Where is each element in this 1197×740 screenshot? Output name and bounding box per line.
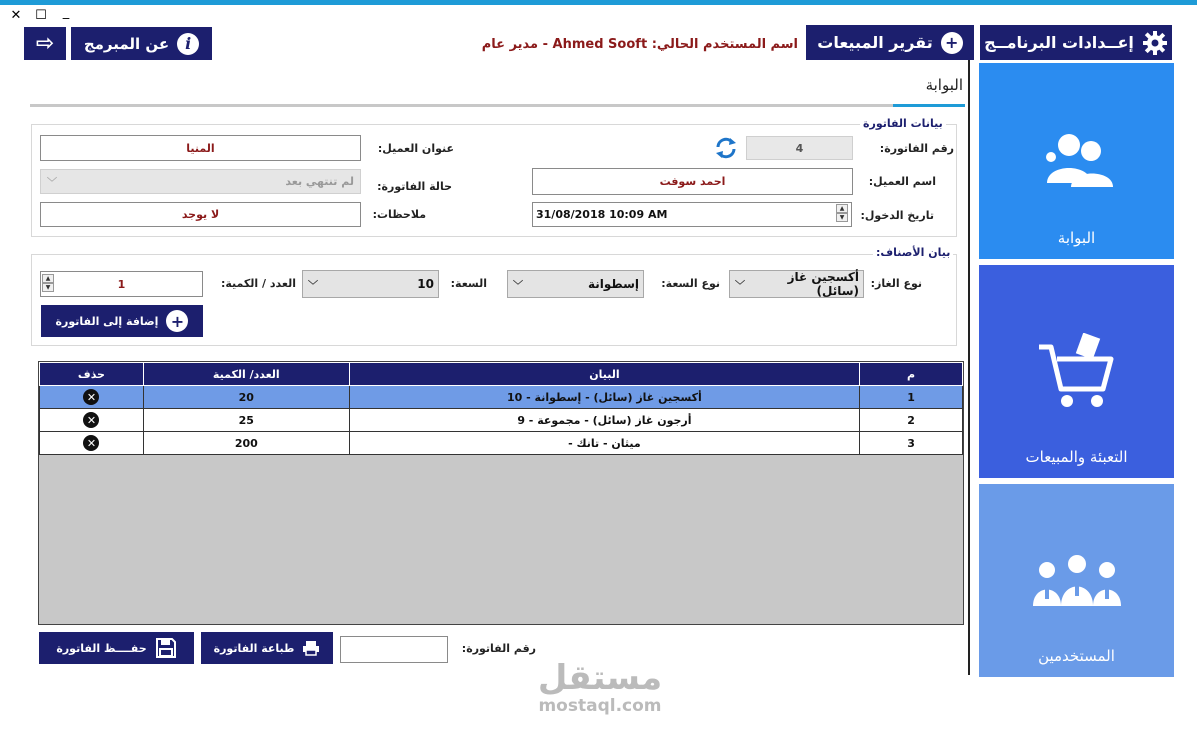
refresh-icon[interactable]: [714, 136, 738, 160]
column-header-delete: حذف: [40, 363, 144, 386]
entry-date-spinner[interactable]: [836, 204, 848, 222]
sales-report-button[interactable]: [806, 25, 974, 60]
plus-circle-icon: +: [941, 32, 963, 54]
printer-icon: [302, 640, 320, 656]
save-invoice-button[interactable]: [39, 632, 194, 664]
delete-row-icon[interactable]: ✕: [83, 412, 99, 428]
row-index: 1: [860, 386, 963, 409]
table-row[interactable]: [40, 409, 963, 432]
current-user-line: [468, 37, 798, 52]
close-window-icon[interactable]: ✕: [10, 8, 22, 23]
tile-portal[interactable]: [979, 63, 1174, 259]
table-row[interactable]: [40, 386, 963, 409]
invoice-status-select: [40, 169, 361, 194]
spinner-down-icon[interactable]: ▼: [42, 283, 54, 292]
tile-filling-sales-label: التعبئة والمبيعات: [1025, 448, 1128, 466]
save-invoice-label: حفــــظ الفاتورة: [56, 641, 147, 655]
invoice-items-grid[interactable]: [38, 361, 964, 625]
column-header-index: م: [860, 363, 963, 386]
entry-date-picker[interactable]: [532, 202, 852, 227]
users-group-icon: [1039, 131, 1119, 191]
row-description: ميثان - تانك -: [349, 432, 859, 455]
quantity-spinner[interactable]: [42, 274, 54, 292]
tile-users[interactable]: [979, 484, 1174, 677]
row-description: أرجون غاز (سائل) - مجموعة - 9: [349, 409, 859, 432]
chevron-down-icon: ﹀: [47, 178, 57, 189]
settings-button[interactable]: [980, 25, 1172, 60]
chevron-down-icon: ﹀: [308, 280, 318, 292]
invoice-status-value: لم تنتهي بعد: [285, 175, 354, 188]
about-programmer-button[interactable]: [71, 27, 212, 60]
settings-label: إعــدادات البرنامــج: [984, 33, 1134, 52]
quantity-label: العدد / الكمية:: [220, 277, 296, 290]
add-to-invoice-button[interactable]: [41, 305, 203, 337]
invoice-items-table: [39, 362, 963, 455]
capacity-select[interactable]: [302, 270, 439, 298]
row-quantity: 20: [143, 386, 349, 409]
notes-label: ملاحظات:: [372, 208, 426, 221]
row-quantity: 25: [143, 409, 349, 432]
sales-report-label: تقرير المبيعات: [817, 33, 933, 52]
gas-type-label: نوع الغاز:: [870, 277, 922, 290]
row-index: 3: [860, 432, 963, 455]
chevron-down-icon: ﹀: [513, 280, 523, 292]
invoice-status-label: حالة الفاتورة:: [377, 180, 452, 193]
title-underline: [30, 104, 965, 107]
column-header-description: البيان: [349, 363, 859, 386]
tile-users-label: المستخدمين: [1038, 647, 1115, 665]
row-delete-cell: [40, 432, 144, 455]
current-user-prefix: اسم المستخدم الحالي:: [651, 37, 798, 52]
table-row[interactable]: [40, 432, 963, 455]
current-user-name: Ahmed Sooft: [552, 37, 648, 52]
print-invoice-label: طباعة الفاتورة: [213, 641, 295, 655]
exit-icon: ⇨: [35, 31, 55, 56]
shopping-cart-icon: [1037, 333, 1117, 413]
info-icon: i: [177, 33, 199, 55]
notes-field[interactable]: لا يوجد: [40, 202, 361, 227]
invoice-number-label: رقم الفاتورة:: [879, 142, 954, 155]
delete-row-icon[interactable]: ✕: [83, 435, 99, 451]
content-divider: [968, 60, 970, 675]
spinner-down-icon[interactable]: ▼: [836, 213, 848, 222]
capacity-type-value: إسطوانة: [587, 277, 639, 291]
exit-button[interactable]: [24, 27, 66, 60]
spinner-up-icon[interactable]: ▲: [836, 204, 848, 213]
chevron-down-icon: ﹀: [735, 280, 745, 292]
gear-icon: [1142, 30, 1168, 56]
customer-name-label: اسم العميل:: [868, 175, 936, 188]
tile-portal-label: البوابة: [1057, 229, 1096, 247]
watermark-latin: mostaql.com: [538, 696, 662, 716]
entry-date-label: تاريخ الدخول:: [860, 209, 934, 222]
watermark-arabic: مستقل: [537, 658, 663, 698]
capacity-type-select[interactable]: [507, 270, 644, 298]
team-icon: [1031, 552, 1123, 608]
current-user-role: - مدير عام: [481, 37, 549, 52]
add-to-invoice-label: إضافة إلى الفاتورة: [55, 314, 159, 328]
quantity-stepper[interactable]: 1: [40, 271, 203, 297]
delete-row-icon[interactable]: ✕: [83, 389, 99, 405]
minimize-window-icon[interactable]: _: [62, 5, 70, 20]
customer-name-field[interactable]: احمد سوفت: [532, 168, 853, 195]
invoice-data-legend: بيانات الفاتورة: [860, 117, 946, 130]
capacity-type-label: نوع السعة:: [661, 277, 720, 290]
customer-address-field[interactable]: المنيا: [40, 135, 361, 161]
capacity-label: السعة:: [450, 277, 487, 290]
row-delete-cell: [40, 409, 144, 432]
invoice-number-field: 4: [746, 136, 853, 160]
column-header-quantity: العدد/ الكمية: [143, 363, 349, 386]
page-title: البوابة: [925, 76, 963, 94]
plus-circle-icon: +: [166, 310, 188, 332]
items-legend: بيان الأصناف:: [873, 246, 953, 259]
row-index: 2: [860, 409, 963, 432]
gas-type-select[interactable]: [729, 270, 864, 298]
capacity-value: 10: [417, 277, 434, 291]
about-programmer-label: عن المبرمج: [83, 34, 170, 53]
row-delete-cell: [40, 386, 144, 409]
tile-filling-sales[interactable]: [979, 265, 1174, 478]
bottom-invoice-number-field[interactable]: [340, 636, 448, 663]
window-top-accent: [0, 0, 1197, 5]
row-description: أكسجين غاز (سائل) - إسطوانة - 10: [349, 386, 859, 409]
watermark-logo: [520, 660, 680, 716]
floppy-disk-icon: [155, 637, 177, 659]
gas-type-value: أكسجين غاز (سائل): [787, 270, 859, 298]
bottom-invoice-number-label: رقم الفاتورة:: [461, 642, 536, 655]
title-underline-active: [893, 104, 965, 107]
entry-date-value: 31/08/2018 10:09 AM: [536, 208, 668, 221]
spinner-up-icon[interactable]: ▲: [42, 274, 54, 283]
print-invoice-button[interactable]: [201, 632, 333, 664]
row-quantity: 200: [143, 432, 349, 455]
customer-address-label: عنوان العميل:: [377, 142, 454, 155]
maximize-window-icon[interactable]: ☐: [35, 8, 47, 23]
